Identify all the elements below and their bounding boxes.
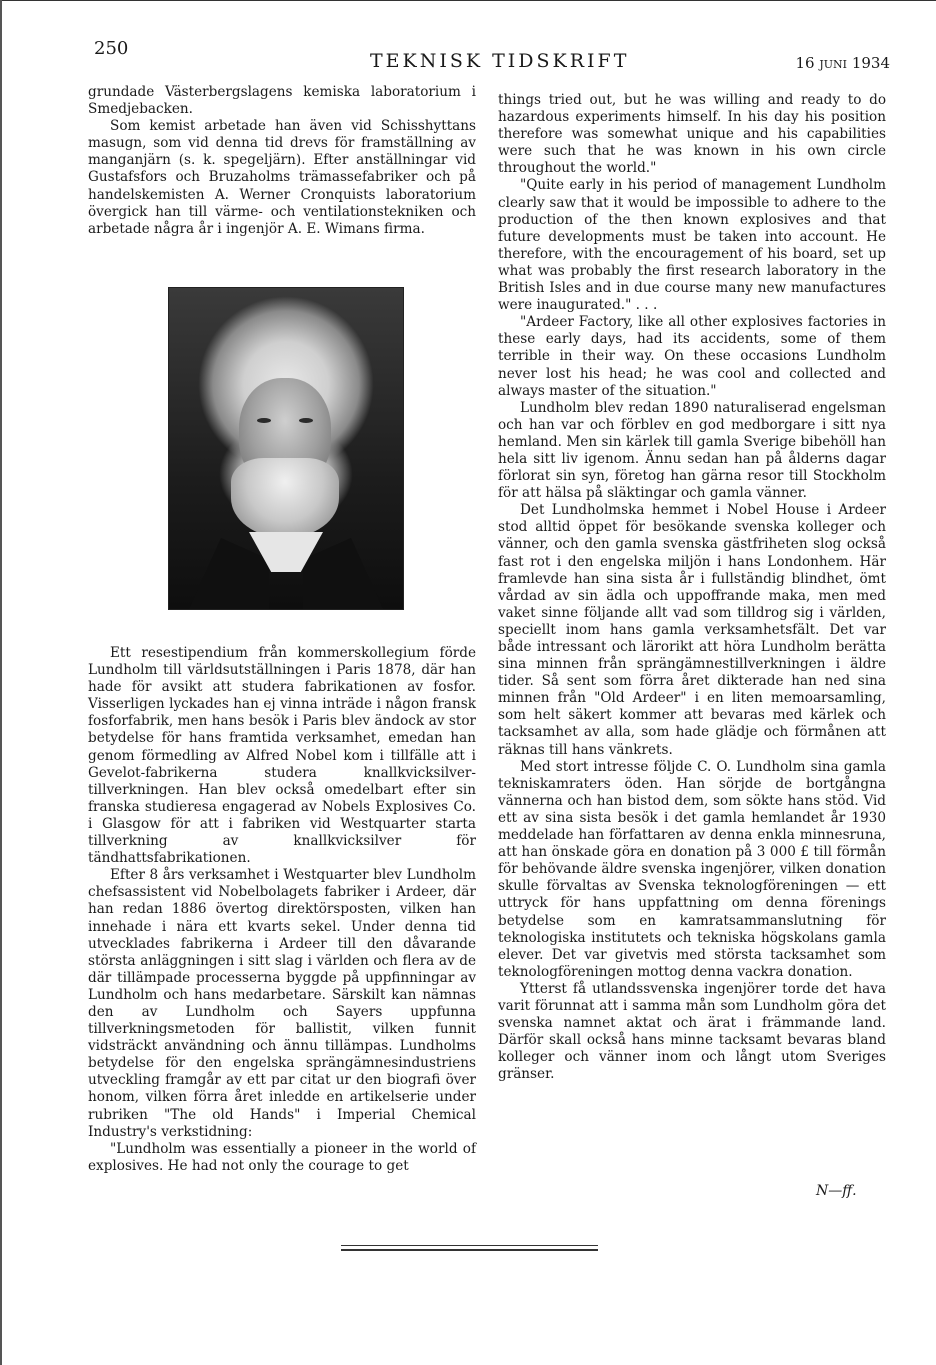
paragraph: "Lundholm was essentially a pioneer in the world of explosives. He had not only the courage to get (88, 1140, 476, 1174)
section-divider-thin (341, 1245, 598, 1246)
paragraph: Det Lundholmska hemmet i Nobel House i Ardeer stod alltid öppet för besökande svenska kolleger och vänner, och den gamla svenska gästfriheten slog också fast rot i den engelska miljön i hans Londonhem. Här framlevde han sina sista år i fullständig blindhet, ömt vårdad av sin ädla och uppoffrande maka, men med vaket sinne följande allt vad som tilldrog sig i världen, speciellt inom hans gamla verksamhetsfält. Det var både intressant och lärorikt att höra Lundholm berätta sina minnen från sprängämnestillverkningen i äldre tider. Så sent som förra året dikterade han ned sina minnen från "Old Ardeer" i en liten memoarsamling, som helt säkert kommer att bevaras med kärlek och tacksamhet av alla, som hade glädje och förmånen att räknas till hans vänkrets. (498, 502, 886, 758)
issue-date (796, 54, 891, 72)
paragraph: Efter 8 års verksamhet i Westquarter blev Lundholm chefsassistent vid Nobelbolagets fabriker i Ardeer, där han redan 1886 övertog direktörsposten, vilken han innehade i nära ett kvarts sekel. Under denna tid utvecklades fabrikerna i Ardeer till den dåvarande största anläggningen i sitt slag i världen och flera av de där tillämpade processerna byggde på uppfinningar av Lundholm och hans medarbetare. Särskilt kan nämnas den av Lundholm och Sayers uppfunna tillverkningsmetoden för ballistit, vilken funnit vidsträckt användning och ännu tillämpas. Lundholms betydelse för den engelska sprängämnesindustriens utveckling framgår av ett par citat ur den biografi över honom, vilken förra året inledde en artikelserie under rubriken "The old Hands" i Imperial Chemical Industry's verkstidning: (88, 867, 476, 1140)
right-column (498, 92, 886, 1083)
paragraph: grundade Västerbergslagens kemiska laboratorium i Smedjebacken. (88, 84, 476, 118)
paragraph: Som kemist arbetade han även vid Schisshyttans masugn, som vid denna tid drevs för framställning av manganjärn (s. k. spegeljärn). Efter anställningar vid Gustafsfors och Bruzaholms trämassefabriker och på handelskemisten A. Werner Cronquists laboratorium övergick han till värme- och ventilationstekniken och arbetade några år i ingenjör A. E. Wimans firma. (88, 118, 476, 237)
paragraph: "Quite early in his period of management Lundholm clearly saw that it would be impossible to adhere to the production of the then known explosives and that future developments must be taken into account. He therefore, with the encouragement of his board, set up what was probably the first research laboratory in the British Isles and in due course many new manufactures were inaugurated." . . . (498, 177, 886, 314)
portrait-photo (168, 287, 404, 610)
paragraph: things tried out, but he was willing and ready to do hazardous experiments himself. In his day his position therefore was somewhat unique and his capabilities were such that he was known in his own circle throughout the world." (498, 92, 886, 177)
issue-month: JUNI (819, 58, 848, 71)
portrait-eye (299, 418, 313, 423)
author-signature: N—ff. (816, 1183, 857, 1199)
page-number: 250 (94, 38, 129, 59)
page-top-edge (0, 0, 936, 9)
paragraph: Med stort intresse följde C. O. Lundholm sina gamla tekniskamraters öden. Han sörjde de bortgångna vännerna och han bistod dem, som sökte hans stöd. Vid ett av sina sista besök i det gamla hemlandet år 1930 meddelade han författaren av denna enkla minnesruna, att han önskade göra en donation på 3 000 £ till förmån för behövande äldre svenska ingenjörer, vilken donation skulle förvaltas av Svenska teknologföreningen — ett uttryck för hans uppfattning om denna förenings betydelse som en kamratsammanslutning för teknologiska institutets och tekniska högskolans gamla elever. Det var givetvis med största tacksamhet som teknologföreningen mottog denna vackra donation. (498, 758, 886, 980)
left-column-top (88, 84, 476, 238)
portrait-beard (231, 458, 339, 538)
page-header (90, 38, 890, 76)
paragraph: Lundholm blev redan 1890 naturaliserad engelsman och han var och förblev en god medborgare i sitt nya hemland. Men sin kärlek till gamla Sverige bibehöll han hela sitt liv igenom. Ännu sedan han på ålderns dagar förlorat sin syn, företog han gärna resor till Stockholm för att hälsa på släktingar och gamla vänner. (498, 399, 886, 502)
journal-title: TEKNISK TIDSKRIFT (370, 50, 630, 72)
issue-year: 1934 (851, 54, 890, 72)
issue-day: 16 (795, 54, 815, 72)
portrait-eye (257, 418, 271, 423)
section-divider-thick (341, 1249, 598, 1251)
paragraph: Ett resestipendium från kommerskollegium förde Lundholm till världsutställningen i Paris 1878, där han hade för avsikt att studera fabrikationen av fosfor. Visserligen lyckades han ej vinna inträde i någon fransk fosforfabrik, men hans besök i Paris blev ändock av stor betydelse för hans framtida verksamhet, emedan han genom förmedling av Alfred Nobel kom i tillfälle att i Gevelot-fabrikerna studera knallkvicksilver-tillverkningen. Han blev också omedelbart efter sin franska studieresa engagerad av Nobels Explosives Co. i Glasgow för att i fabriken vid Westquarter starta tillverkning av knallkvicksilver för tändhattsfabrikationen. (88, 645, 476, 867)
paragraph: Ytterst få utlandssvenska ingenjörer torde det hava varit förunnat att i samma mån som Lundholm göra det svenska namnet aktat och ärat i främmande land. Därför skall också hans minne tacksamt bevaras bland kolleger och vänner inom och långt utom Sveriges gränser. (498, 980, 886, 1083)
portrait-coat-left (189, 538, 269, 609)
paragraph: "Ardeer Factory, like all other explosives factories in these early days, had its accidents, some of them terrible in their way. On these occasions Lundholm never lost his head; he was cool and collected and always master of the situation." (498, 314, 886, 399)
page-left-edge (0, 0, 2, 1365)
portrait-coat-right (303, 538, 383, 609)
left-column-bottom (88, 645, 476, 1175)
